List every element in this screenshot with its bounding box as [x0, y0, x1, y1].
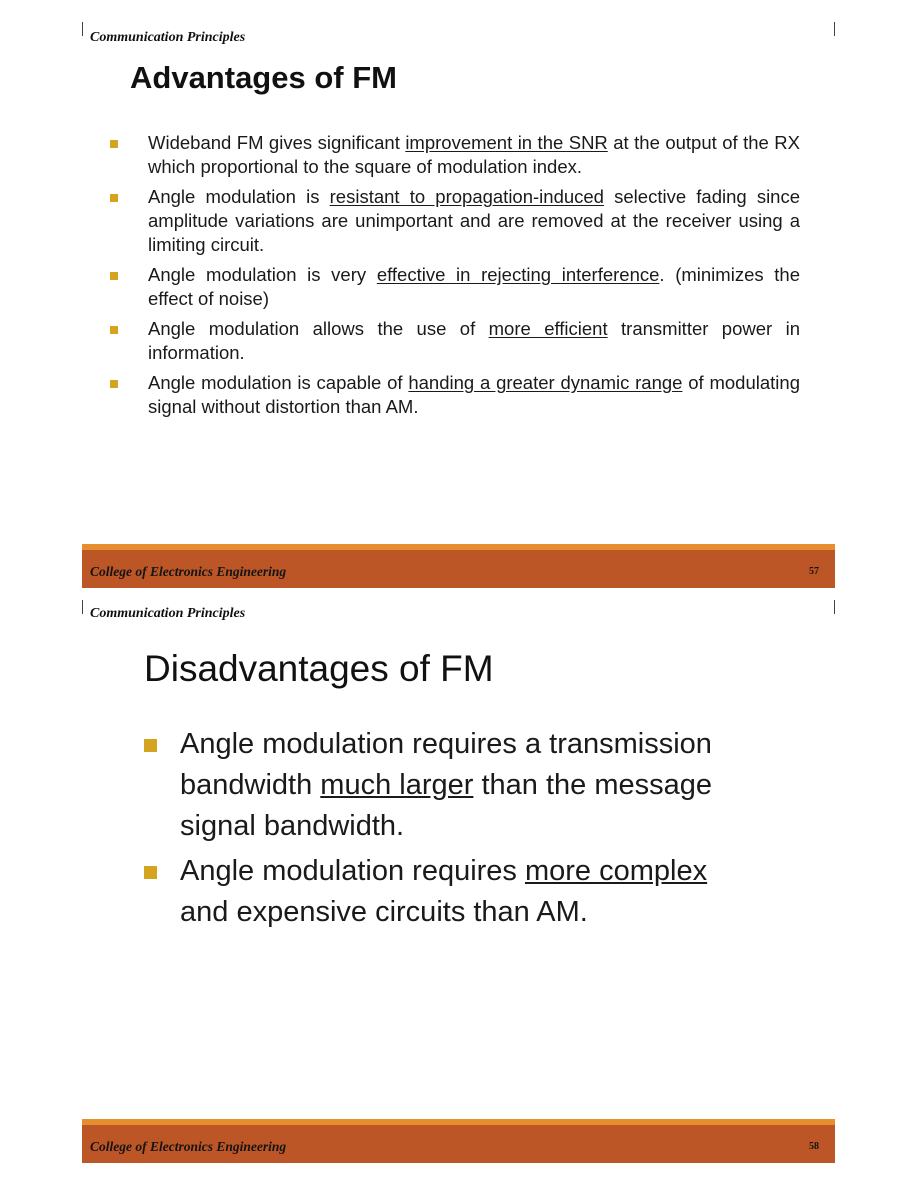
bullet-list — [110, 131, 800, 425]
bullet-text: Wideband FM gives significant — [148, 132, 406, 153]
slide-header: Communication Principles — [90, 30, 246, 45]
bullet-underlined-text: effective in rejecting interference — [376, 264, 660, 285]
bullet-text: . (minimizes the effect of noise) — [148, 264, 800, 309]
bullet-square-icon — [110, 272, 118, 280]
bullet-square-icon — [110, 140, 118, 148]
bullet-text: and expensive circuits than AM. — [180, 896, 588, 928]
bullet-text: transmitter power in information. — [148, 318, 801, 363]
bullet-text: selective fading since amplitude variations are unimportant and are removed at the receiver using a limiting circuit. — [148, 186, 801, 255]
bullet-text: Angle modulation requires — [180, 855, 525, 887]
bullet-text: Angle modulation allows the use of — [148, 318, 489, 339]
bullet-item — [144, 851, 734, 933]
slide-footer — [82, 1119, 835, 1163]
footer-college-name: College of Electronics Engineering — [90, 564, 287, 579]
crop-mark-right — [834, 22, 835, 36]
bullet-underlined-text: much larger — [320, 769, 474, 801]
bullet-item — [110, 263, 800, 311]
bullet-underlined-text: improvement in the SNR — [405, 132, 608, 153]
crop-mark-left — [82, 600, 83, 614]
slide-title: Advantages of FM — [130, 60, 397, 95]
crop-mark-right — [834, 600, 835, 614]
bullet-item — [110, 371, 800, 419]
slide-58 — [0, 594, 918, 1188]
bullet-underlined-text: resistant to propagation-induced — [329, 186, 604, 207]
bullet-text: Angle modulation is capable of — [148, 372, 409, 393]
bullet-square-icon — [144, 866, 157, 879]
bullet-underlined-text: handing a greater dynamic range — [408, 372, 683, 393]
bullet-square-icon — [110, 326, 118, 334]
bullet-text: at the output of the RX which proportional to the square of modulation index. — [148, 132, 800, 177]
slide-title: Disadvantages of FM — [144, 648, 494, 689]
bullet-item — [110, 317, 800, 365]
bullet-text: Angle modulation is — [148, 186, 330, 207]
slide-header: Communication Principles — [90, 606, 246, 621]
bullet-underlined-text: more efficient — [488, 318, 608, 339]
slide-footer — [82, 544, 835, 588]
bullet-square-icon — [110, 380, 118, 388]
footer-college-name: College of Electronics Engineering — [90, 1139, 287, 1154]
page-number: 58 — [809, 1141, 819, 1152]
bullet-list — [144, 724, 734, 937]
bullet-underlined-text: more complex — [524, 855, 708, 887]
page-number: 57 — [809, 566, 819, 577]
bullet-text: Angle modulation requires a transmission bandwidth — [180, 728, 712, 801]
bullet-item — [110, 185, 800, 257]
bullet-text: than the message signal bandwidth. — [180, 769, 713, 842]
bullet-text: Angle modulation is very — [148, 264, 377, 285]
bullet-item — [144, 724, 734, 847]
bullet-item — [110, 131, 800, 179]
crop-mark-left — [82, 22, 83, 36]
bullet-square-icon — [110, 194, 118, 202]
bullet-text: of modulating signal without distortion than AM. — [148, 372, 800, 417]
bullet-square-icon — [144, 739, 157, 752]
